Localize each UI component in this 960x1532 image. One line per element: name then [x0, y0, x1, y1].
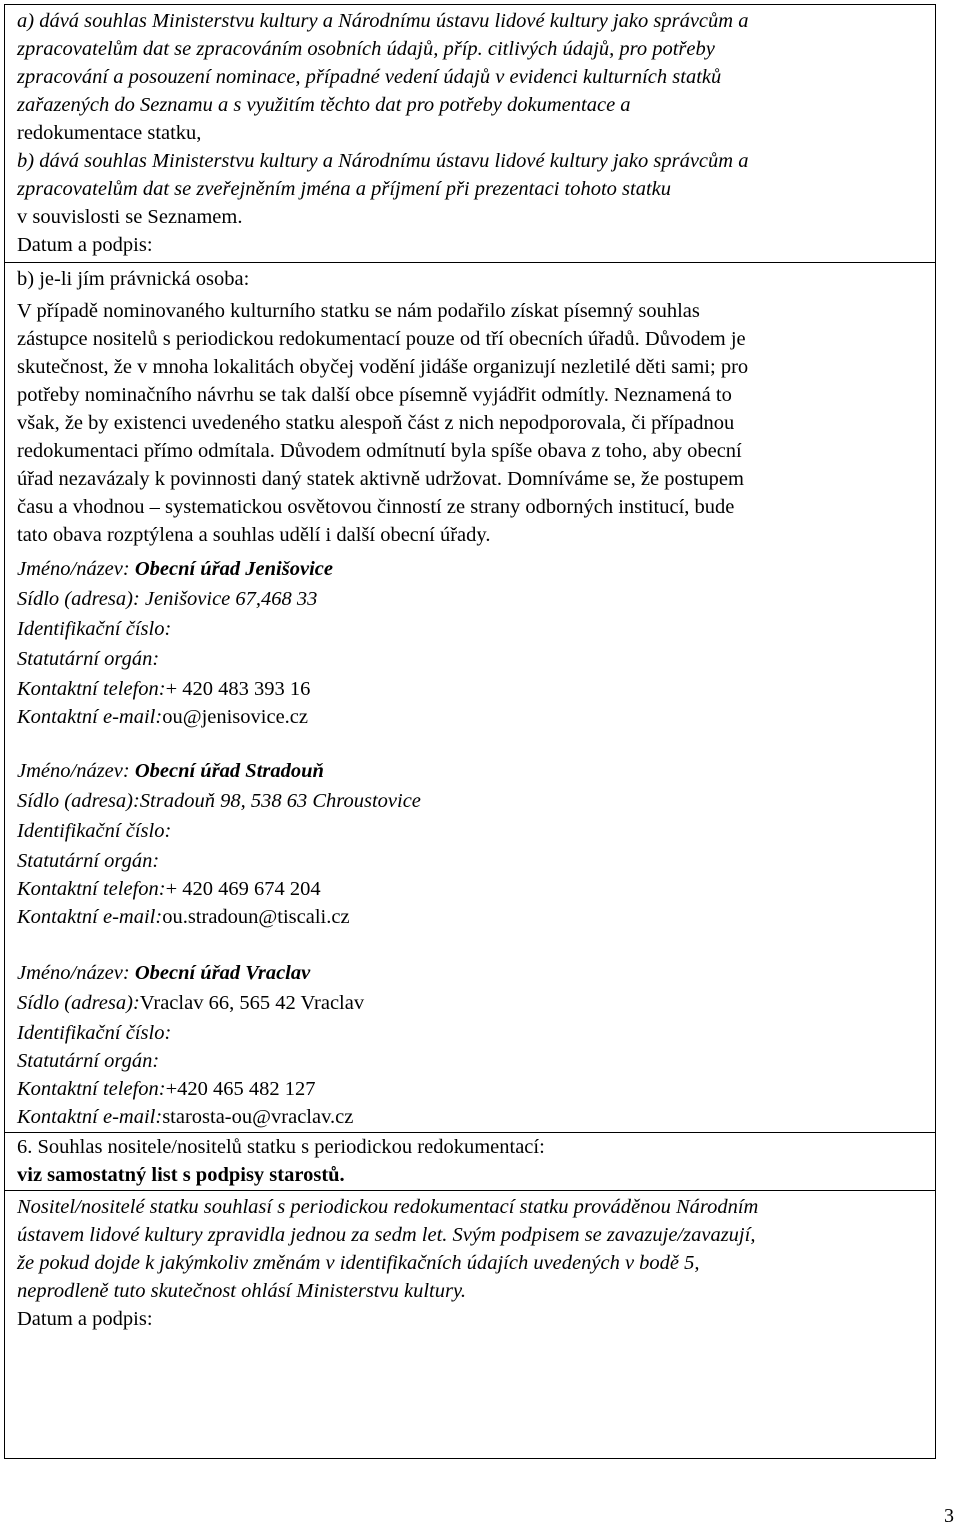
- consent-row: [5, 5, 935, 263]
- consent-a-line-1: a) dává souhlas Ministerstvu kultury a Národnímu ústavu lidové kultury jako správcům a: [17, 10, 749, 32]
- legal-entity-row: [5, 263, 935, 1133]
- legal-entity-heading: b) je-li jím právnická osoba:: [17, 268, 250, 290]
- legal-paragraph-line-2: zástupce nositelů s periodickou redokumentací pouze od tří obecních úřadů. Důvodem je: [17, 328, 746, 350]
- office-1-organ: Statutární orgán:: [17, 648, 160, 670]
- legal-paragraph-line-1: V případě nominovaného kulturního statku se nám podařilo získat písemný souhlas: [17, 300, 700, 322]
- declaration-row: [5, 1191, 935, 1457]
- consent-a-line-2: zpracovatelům dat se zpracováním osobních údajů, příp. citlivých údajů, pro potřeby: [17, 38, 715, 60]
- consent-b-line-3: v souvislosti se Seznamem.: [17, 206, 243, 228]
- office-3-organ: Statutární orgán:: [17, 1050, 160, 1072]
- page-number: 3: [944, 1505, 954, 1527]
- office-2-organ: Statutární orgán:: [17, 850, 160, 872]
- legal-paragraph-line-8: času a vhodnou – systematickou osvětovou činností ze strany odborných institucí, bude: [17, 496, 735, 518]
- office-3-email: Kontaktní e-mail:starosta-ou@vraclav.cz: [17, 1106, 354, 1128]
- office-1-name: Jméno/název: Obecní úřad Jenišovice: [17, 558, 333, 580]
- legal-paragraph-line-9: tato obava rozptýlena a souhlas udělí i další obecní úřady.: [17, 524, 491, 546]
- legal-paragraph-line-6: redokumentaci přímo odmítala. Důvodem odmítnutí byla spíše obava z toho, aby obecní: [17, 440, 742, 462]
- office-1-id: Identifikační číslo:: [17, 618, 172, 640]
- office-2-name: Jméno/název: Obecní úřad Stradouň: [17, 760, 324, 782]
- legal-paragraph-line-5: však, že by existenci uvedeného statku alespoň část z nich nepodporovala, či případnou: [17, 412, 735, 434]
- document-table: [4, 4, 936, 1459]
- section-6-heading: 6. Souhlas nositele/nositelů statku s periodickou redokumentací:: [17, 1136, 545, 1158]
- office-2-phone: Kontaktní telefon:+ 420 469 674 204: [17, 878, 321, 900]
- declaration-line-4: neprodleně tuto skutečnost ohlásí Ministerstvu kultury.: [17, 1280, 467, 1302]
- date-signature-2: Datum a podpis:: [17, 1308, 153, 1330]
- consent-a-line-4: zařazených do Seznamu a s využitím těchto dat pro potřeby dokumentace a: [17, 94, 631, 116]
- office-2-id: Identifikační číslo:: [17, 820, 172, 842]
- section-6-note: viz samostatný list s podpisy starostů.: [17, 1164, 345, 1186]
- office-2-address: Sídlo (adresa):Stradouň 98, 538 63 Chroustovice: [17, 790, 421, 812]
- consent-b-line-2: zpracovatelům dat se zveřejněním jména a příjmení při prezentaci tohoto statku: [17, 178, 671, 200]
- legal-paragraph-line-4: potřeby nominačního návrhu se tak další obce písemně vyjádřit odmítly. Neznamená to: [17, 384, 732, 406]
- legal-paragraph-line-7: úřad nezavázaly k povinnosti daný statek aktivně udržovat. Domníváme se, že postupem: [17, 468, 744, 490]
- office-3-name: Jméno/název: Obecní úřad Vraclav: [17, 962, 311, 984]
- office-1-email: Kontaktní e-mail:ou@jenisovice.cz: [17, 706, 308, 728]
- office-3-id: Identifikační číslo:: [17, 1022, 172, 1044]
- office-1-address: Sídlo (adresa): Jenišovice 67,468 33: [17, 588, 318, 610]
- consent-b-line-1: b) dává souhlas Ministerstvu kultury a Národnímu ústavu lidové kultury jako správcům a: [17, 150, 749, 172]
- consent-a-line-3: zpracování a posouzení nominace, případné vedení údajů v evidenci kulturních statků: [17, 66, 722, 88]
- declaration-line-1: Nositel/nositelé statku souhlasí s periodickou redokumentací statku prováděnou Národním: [17, 1196, 759, 1218]
- office-3-phone: Kontaktní telefon:+420 465 482 127: [17, 1078, 316, 1100]
- section-6-row: [5, 1133, 935, 1191]
- legal-paragraph-line-3: skutečnost, že v mnoha lokalitách obyčej vodění jidáše organizují nezletilé děti sami; pro: [17, 356, 749, 378]
- consent-a-line-5: redokumentace statku,: [17, 122, 202, 144]
- date-signature-1: Datum a podpis:: [17, 234, 153, 256]
- declaration-line-2: ústavem lidové kultury zpravidla jednou za sedm let. Svým podpisem se zavazuje/zavazují,: [17, 1224, 756, 1246]
- office-3-address: Sídlo (adresa):Vraclav 66, 565 42 Vraclav: [17, 992, 365, 1014]
- office-1-phone: Kontaktní telefon:+ 420 483 393 16: [17, 678, 311, 700]
- declaration-line-3: že pokud dojde k jakýmkoliv změnám v identifikačních údajích uvedených v bodě 5,: [17, 1252, 700, 1274]
- office-2-email: Kontaktní e-mail:ou.stradoun@tiscali.cz: [17, 906, 350, 928]
